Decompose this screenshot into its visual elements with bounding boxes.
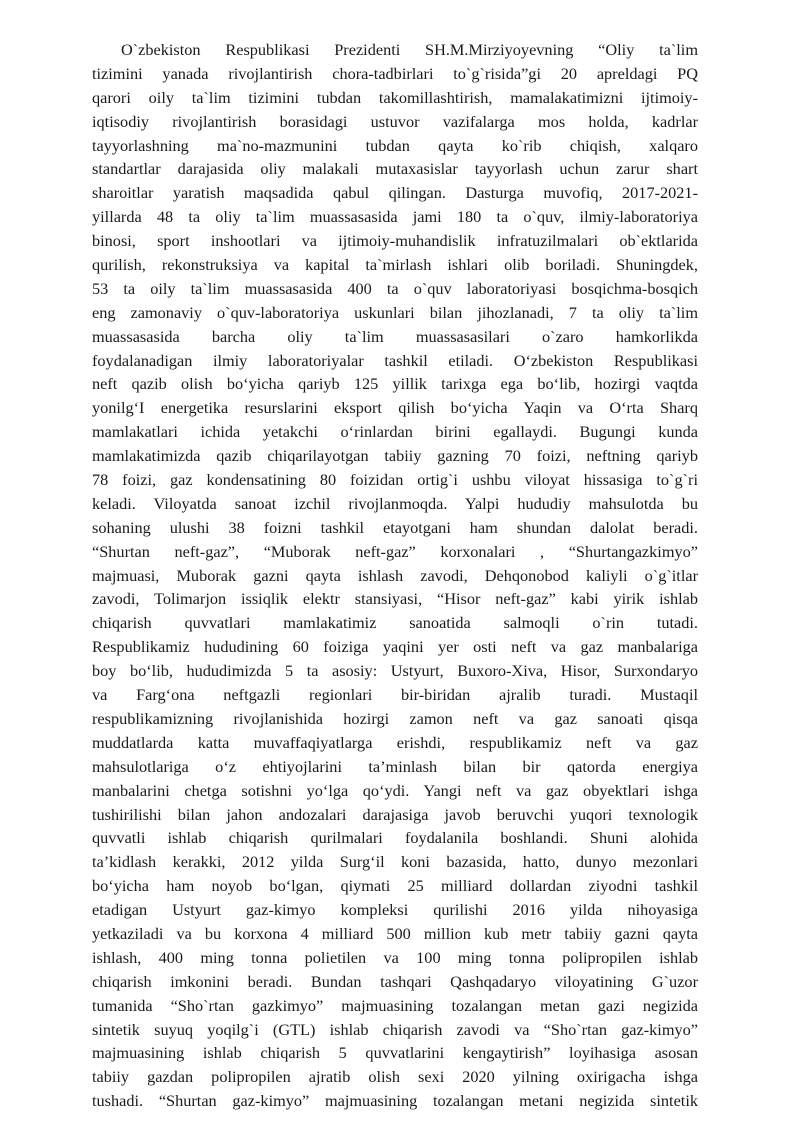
text-line: majmuasining ishlab chiqarish 5 quvvatlarini kengaytirish” loyihasiga asosan [92, 1043, 698, 1063]
document-page [92, 38, 698, 1113]
text-line: yetkaziladi va bu korxona 4 milliard 500 million kub metr tabiiy gazni qayta [92, 923, 698, 943]
text-line: iqtisodiy rivojlantirish borasidagi ustuvor vazifalarga mos holda, kadrlar [92, 111, 698, 131]
text-line: Respublikamiz hududining 60 foiziga yaqini yer osti neft va gaz manbalariga [92, 637, 698, 657]
text-line: tizimini yanada rivojlantirish chora-tadbirlari to`g`risida”gi 20 apreldagi PQ [92, 63, 698, 83]
text-line: etadigan Ustyurt gaz-kimyo kompleksi qurilishi 2016 yilda nihoyasiga [92, 900, 698, 920]
text-line: chiqarish imkonini beradi. Bundan tashqari Qashqadaryo viloyatining G`uzor [92, 971, 698, 991]
text-line: tabiiy gazdan polipropilen ajratib olish sexi 2020 yilning oxirigacha ishga [92, 1067, 698, 1087]
text-line: mamlakatlari ichida yetakchi o‘rinlardan birini egallaydi. Bugungi kunda [92, 422, 698, 442]
text-line: 78 foizi, gaz kondensatining 80 foizidan ortig`i ushbu viloyat hissasiga to`g`ri [92, 470, 698, 490]
text-line: tushirilishi bilan jahon andozalari darajasiga javob beruvchi yuqori texnologik [92, 804, 698, 824]
text-line: eng zamonaviy o`quv-laboratoriya uskunlari bilan jihozlanadi, 7 ta oliy ta`lim [92, 302, 698, 322]
text-line: yillarda 48 ta oliy ta`lim muassasasida jami 180 ta o`quv, ilmiy-laboratoriya [92, 207, 698, 227]
text-line: majmuasi, Muborak gazni qayta ishlash zavodi, Dehqonobod kaliyli o`g`itlar [92, 565, 698, 585]
text-line: mamlakatimizda qazib chiqarilayotgan tabiiy gazning 70 foizi, neftning qariyb [92, 446, 698, 466]
text-line: va Farg‘ona neftgazli regionlari bir-biridan ajralib turadi. Mustaqil [92, 685, 698, 705]
text-line: foydalanadigan ilmiy laboratoriyalar tashkil etiladi. O‘zbekiston Respublikasi [92, 350, 698, 370]
text-line: ta’kidlash kerakki, 2012 yilda Surg‘il koni bazasida, hatto, dunyo mezonlari [92, 852, 698, 872]
text-line: keladi. Viloyatda sanoat izchil rivojlanmoqda. Yalpi hududiy mahsulotda bu [92, 493, 698, 513]
text-line: ishlash, 400 ming tonna polietilen va 100 ming tonna polipropilen ishlab [92, 947, 698, 967]
text-line: O`zbekiston Respublikasi Prezidenti SH.M.Mirziyoyevning “Oliy ta`lim [121, 40, 698, 59]
text-line: boy bo‘lib, hududimizda 5 ta asosiy: Ustyurt, Buxoro-Xiva, Hisor, Surxondaryo [92, 661, 698, 681]
text-line: standartlar darajasida oliy malakali mutaxasislar tayyorlash uchun zarur shart [92, 159, 698, 179]
text-line: qurilish, rekonstruksiya va kapital ta`mirlash ishlari olib boriladi. Shuningdek, [92, 255, 698, 275]
text-line: sintetik suyuq yoqilg`i (GTL) ishlab chiqarish zavodi va “Sho`rtan gaz-kimyo” [92, 1019, 698, 1039]
text-line: tayyorlashning ma`no-mazmunini tubdan qayta ko`rib chiqish, xalqaro [92, 135, 698, 155]
text-line: respublikamizning rivojlanishida hozirgi zamon neft va gaz sanoati qisqa [92, 708, 698, 728]
text-line: muassasasida barcha oliy ta`lim muassasasilari o`zaro hamkorlikda [92, 326, 698, 346]
text-line: tushadi. “Shurtan gaz-kimyo” majmuasining tozalangan metani negizida sintetik [92, 1091, 698, 1111]
text-line: chiqarish quvvatlari mamlakatimiz sanoatida salmoqli o`rin tutadi. [92, 613, 698, 633]
text-line: mahsulotlariga o‘z ehtiyojlarini ta’minlash bilan bir qatorda energiya [92, 756, 698, 776]
text-line: 53 ta oily ta`lim muassasasida 400 ta o`quv laboratoriyasi bosqichma-bosqich [92, 278, 698, 298]
text-line: sohaning ulushi 38 foizni tashkil etayotgani ham shundan dalolat beradi. [92, 517, 698, 537]
text-line: manbalarini chetga sotishni yo‘lga qo‘ydi. Yangi neft va gaz obyektlari ishga [92, 780, 698, 800]
text-line: zavodi, Tolimarjon issiqlik elektr stansiyasi, “Hisor neft-gaz” kabi yirik ishlab [92, 589, 698, 609]
text-line: neft qazib olish bo‘yicha qariyb 125 yillik tarixga ega bo‘lib, hozirgi vaqtda [92, 374, 698, 394]
text-line: muddatlarda katta muvaffaqiyatlarga erishdi, respublikamiz neft va gaz [92, 732, 698, 752]
text-line: “Shurtan neft-gaz”, “Muborak neft-gaz” korxonalari , “Shurtangazkimyo” [92, 541, 698, 561]
text-line: yonilg‘I energetika resurslarini eksport qilish bo‘yicha Yaqin va O‘rta Sharq [92, 398, 698, 418]
text-line: bo‘yicha ham noyob bo‘lgan, qiymati 25 milliard dollardan ziyodni tashkil [92, 876, 698, 896]
text-line: binosi, sport inshootlari va ijtimoiy-muhandislik infratuzilmalari ob`ektlarida [92, 231, 698, 251]
text-line: sharoitlar yaratish maqsadida qabul qilingan. Dasturga muvofiq, 2017-2021- [92, 183, 698, 203]
text-line: qarori oily ta`lim tizimini tubdan takomillashtirish, mamalakatimizni ijtimoiy- [92, 87, 698, 107]
text-line: tumanida “Sho`rtan gazkimyo” majmuasining tozalangan metan gazi negizida [92, 995, 698, 1015]
text-line: quvvatli ishlab chiqarish qurilmalari foydalanila boshlandi. Shuni alohida [92, 828, 698, 848]
